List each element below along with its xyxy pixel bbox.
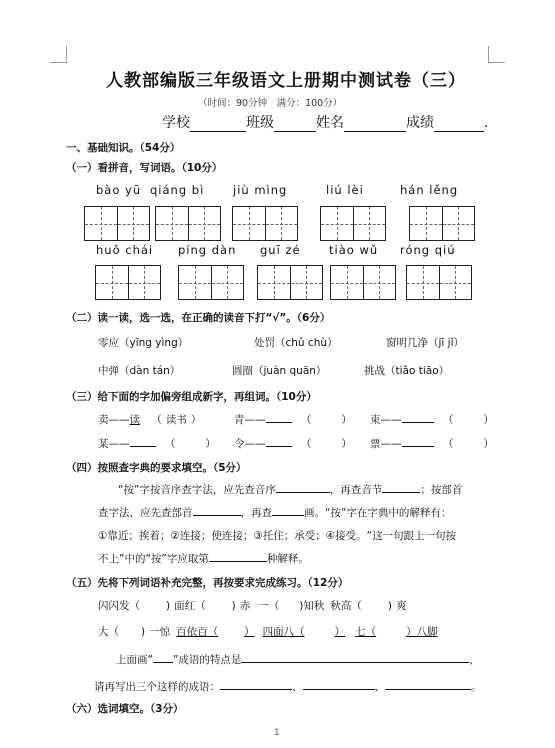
q5-blank-idiom-3[interactable]	[385, 679, 471, 690]
q5-blank-idiom-1[interactable]	[220, 679, 292, 690]
q4-blank-bihua[interactable]	[272, 505, 304, 516]
pinyin-baoyu: bào yū	[96, 183, 142, 197]
q1-title: （一）看拼音，写词语。（10分）	[66, 162, 223, 174]
school-label: 学校	[162, 115, 190, 131]
q4-line-3: ①靠近；挨着；②连接；使连接；③托住；承受；④接受。“这一句跟上一句按	[98, 530, 457, 542]
q2-title: （二）读一读，选一选，在正确的读音下打“√”。（6分）	[66, 312, 331, 324]
pinyin-guize: guī zé	[260, 243, 301, 257]
writing-box-rongqiu[interactable]	[406, 265, 472, 300]
q3-row2-piao[interactable]: 票—— （ ）	[370, 438, 494, 450]
class-label: 班级	[246, 115, 274, 131]
name-label: 姓名	[316, 115, 344, 131]
q5-line-1[interactable]: 闪闪发（ ) 面红（ ) 赤 一（ )知秋 秋高（ ) 爽	[98, 600, 407, 612]
q3-example-char: 读	[129, 414, 140, 426]
q4-blank-bushou[interactable]	[193, 505, 241, 516]
q5-title: （五）先将下列词语补充完整，再按要求完成练习。（12分）	[66, 577, 349, 589]
q3-title: （三）给下面的字加偏旁组成新字，再组词。（10分）	[66, 391, 317, 403]
page-number: 1	[274, 728, 280, 738]
q3-row1-shu[interactable]: 束—— （ ）	[370, 414, 494, 426]
q4-blank-yinxu[interactable]	[276, 482, 330, 493]
pinyin-tiaowu: tiào wǔ	[329, 243, 379, 257]
q2-item-tiaozhan[interactable]: 挑战（tiǎo tiāo）	[364, 365, 450, 377]
q4-line-1: “按”字按音序查字法，应先查音序 ，再查音节 ；按部首	[118, 484, 463, 496]
q5-line-4: 请再写出三个这样的成语： 、 、 。	[94, 681, 482, 693]
school-blank[interactable]	[190, 117, 246, 132]
pinyin-rongqiu: róng qiú	[400, 243, 456, 257]
crop-mark-top-left	[50, 46, 67, 63]
part1-title: 一、基础知识。（54分）	[66, 142, 181, 154]
q4-blank-yinjie[interactable]	[382, 482, 420, 493]
writing-box-baoyu[interactable]	[84, 206, 150, 241]
q4-title: （四）按照查字典的要求填空。（5分）	[66, 462, 247, 474]
writing-box-pingdan[interactable]	[178, 265, 244, 300]
writing-box-guize[interactable]	[257, 265, 323, 300]
q4-line-2: 查字法，应先查部首 ，再查 画。“按”字在字典中的解释有：	[98, 507, 452, 519]
pinyin-qiangbi: qiáng bì	[150, 183, 205, 197]
q3-example-word: 读书	[165, 414, 187, 426]
writing-box-jiuming[interactable]	[232, 206, 298, 241]
student-info-line	[162, 112, 488, 132]
writing-box-huochai[interactable]	[95, 265, 161, 300]
q2-item-chuangming[interactable]: 窗明几净（jī jǐ）	[386, 337, 465, 349]
q2-item-yingying[interactable]: 零应（yīng yìng）	[98, 337, 189, 349]
crop-mark-top-right	[488, 46, 505, 63]
pinyin-pingdan: píng dàn	[178, 243, 237, 257]
q4-line-4: 不上”中的“按”字应取第 种解释。	[98, 553, 309, 565]
q5-blank-mark[interactable]	[153, 652, 173, 663]
class-blank[interactable]	[274, 117, 316, 132]
pinyin-liulei: liú lèi	[326, 183, 364, 197]
name-blank[interactable]	[344, 117, 406, 132]
q2-item-zhongdan[interactable]: 中弹（dàn tán）	[98, 365, 181, 377]
writing-box-liulei[interactable]	[320, 206, 386, 241]
q3-row2-ling[interactable]: 令—— （ ）	[234, 438, 352, 450]
q3-row1-mai: 卖——读 （ 读书 ）	[98, 414, 202, 426]
q2-item-yuanquan[interactable]: 圆圈（juàn quān）	[232, 365, 327, 377]
writing-box-qiangbi[interactable]	[155, 206, 221, 241]
q3-row1-qing[interactable]: 青—— （ ）	[234, 414, 352, 426]
q6-title: （六）选词填空。（3分）	[66, 703, 184, 715]
q2-item-chufa[interactable]: 处罚（chǔ chù）	[254, 337, 338, 349]
writing-box-tiaowu[interactable]	[330, 265, 396, 300]
q5-blank-idiom-2[interactable]	[303, 679, 375, 690]
q4-blank-jieshi[interactable]	[209, 551, 267, 562]
score-label: 成绩	[406, 115, 434, 131]
pinyin-hanleng: hán lěng	[400, 183, 459, 197]
end-dot: .	[484, 115, 489, 131]
pinyin-huochai: huǒ chái	[96, 243, 154, 257]
q5-line-2[interactable]: 大（ ) 一惊 百依百（ ） 四面八（ ） 七（ ）八脚	[98, 626, 438, 638]
page-title: 人教部编版三年级语文上册期中测试卷（三）	[106, 71, 466, 91]
pinyin-jiuming: jiù mìng	[233, 183, 288, 197]
q3-row2-mou[interactable]: 某—— （ ）	[98, 438, 216, 450]
writing-box-hanleng[interactable]	[409, 206, 475, 241]
q5-line-3: 上面画“ ”成语的特点是 ，	[116, 654, 480, 666]
page-subtitle: （时间：90分钟 满分：100分）	[198, 98, 343, 109]
q5-blank-feature[interactable]	[241, 652, 469, 663]
score-blank[interactable]	[434, 117, 484, 132]
